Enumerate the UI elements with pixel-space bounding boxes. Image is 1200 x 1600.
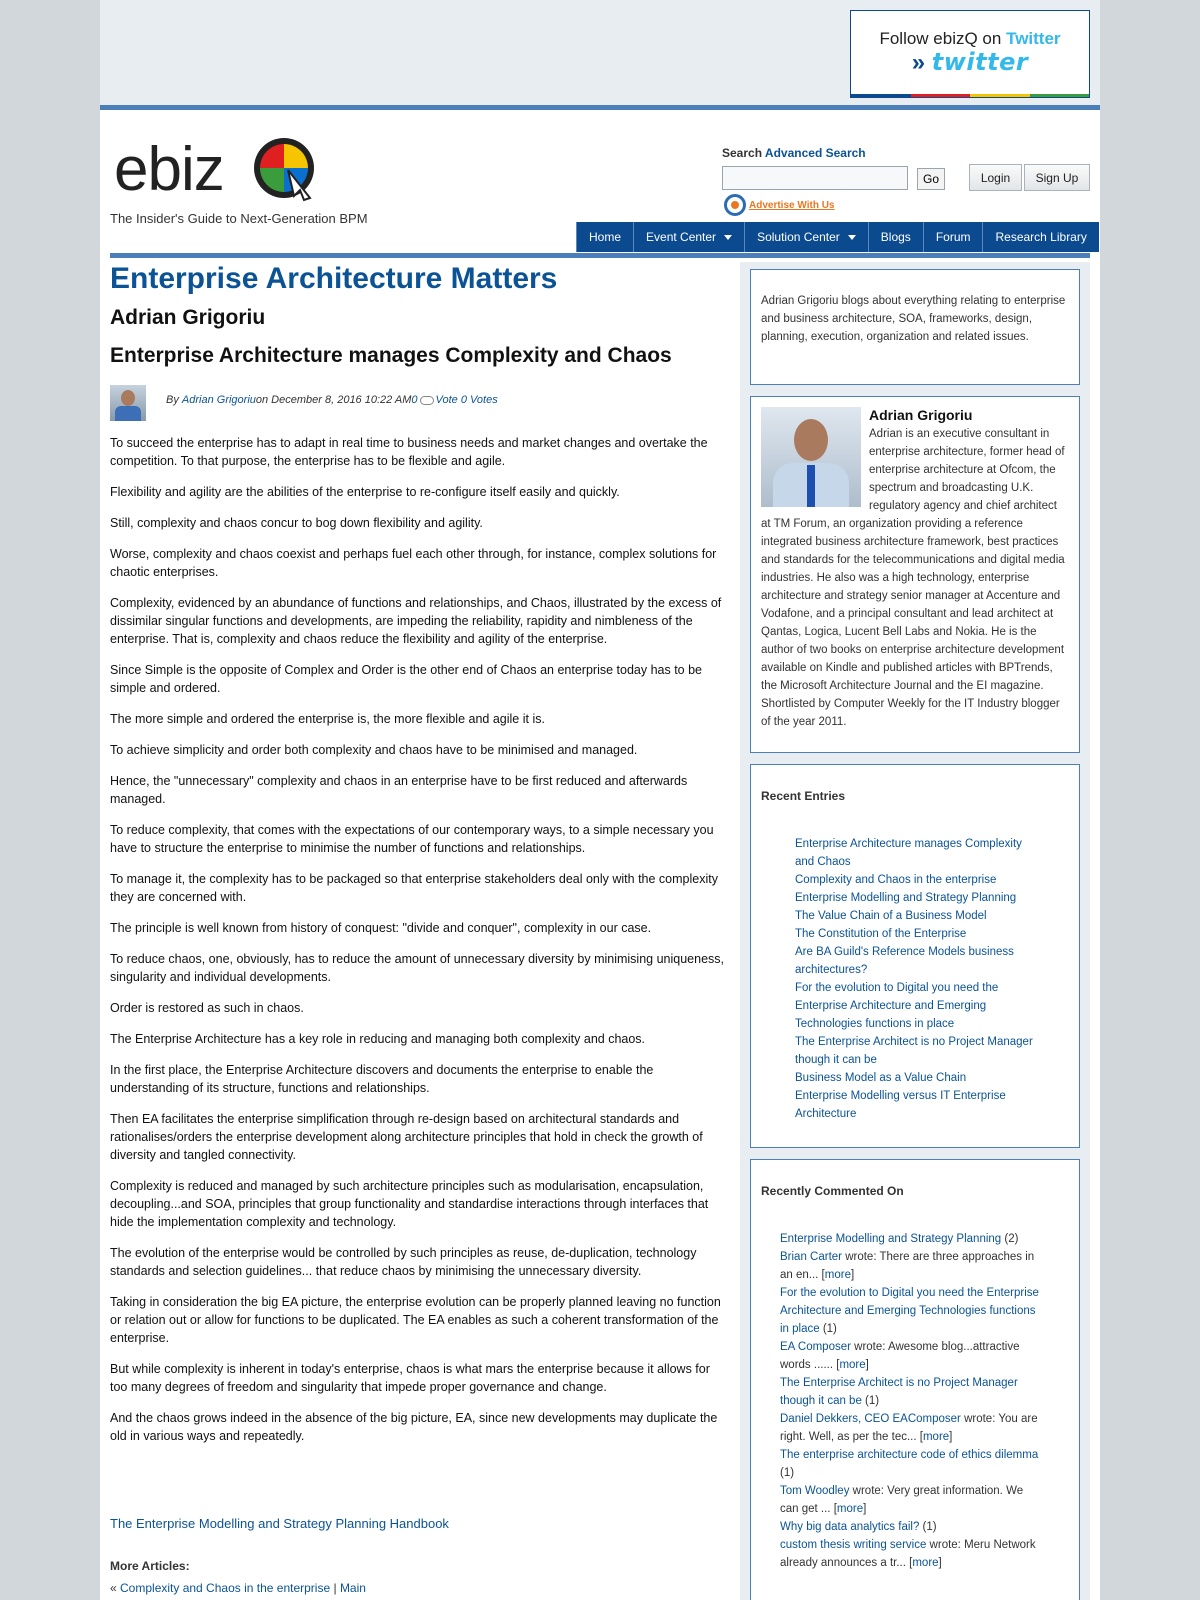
commenter-link[interactable]: Tom Woodley xyxy=(780,1485,850,1497)
bio-name: Adrian Grigoriu xyxy=(869,407,973,423)
recent-entry-link[interactable]: For the evolution to Digital you need the Enterprise Architecture and Emerging Technologies functions in place xyxy=(795,982,999,1030)
bracket: ] xyxy=(863,1503,867,1515)
signup-button[interactable]: Sign Up xyxy=(1024,164,1090,191)
commenter-link[interactable]: Daniel Dekkers, CEO EAComposer xyxy=(780,1413,961,1425)
byline-text xyxy=(166,394,498,406)
list-item xyxy=(795,979,1035,1033)
recent-entry-link[interactable]: The Constitution of the Enterprise xyxy=(795,928,967,940)
list-item xyxy=(780,1410,1042,1446)
list-item xyxy=(780,1536,1042,1572)
recently-commented-box xyxy=(750,1159,1080,1600)
nav-blogs[interactable] xyxy=(868,222,923,252)
list-item xyxy=(780,1374,1042,1410)
comment-count: (1) xyxy=(819,1323,837,1335)
bracket: ] xyxy=(865,1359,869,1371)
paragraph: Still, complexity and chaos concur to bog down flexibility and agility. xyxy=(110,516,483,530)
list-item xyxy=(795,907,1035,925)
list-item xyxy=(795,1033,1035,1069)
nav-solution-center[interactable] xyxy=(744,222,868,252)
sidebar xyxy=(740,262,1090,1600)
comment-count: (1) xyxy=(919,1521,937,1533)
twitter-brand-text: Twitter xyxy=(1006,29,1061,48)
target-icon xyxy=(724,194,746,216)
logo-q-icon xyxy=(252,136,324,208)
main-nav xyxy=(576,222,1099,252)
list-item xyxy=(780,1248,1042,1284)
more-articles-label: More Articles: xyxy=(110,1559,190,1573)
commented-post-link[interactable]: Why big data analytics fail? xyxy=(780,1521,920,1533)
author-avatar[interactable] xyxy=(110,385,146,421)
more-link[interactable]: more xyxy=(839,1359,866,1371)
advertise-link[interactable] xyxy=(724,194,834,216)
list-item xyxy=(795,889,1035,907)
list-item xyxy=(795,871,1035,889)
more-link[interactable]: more xyxy=(824,1269,851,1281)
post-body xyxy=(110,434,730,1458)
commenter-link[interactable]: custom thesis writing service xyxy=(780,1539,927,1551)
paragraph: In the first place, the Enterprise Architecture discovers and documents the enterprise to enable the understanding of its structure, functions and relationships. xyxy=(110,1063,654,1095)
more-link[interactable]: more xyxy=(922,1431,950,1443)
login-button[interactable]: Login xyxy=(969,164,1022,191)
blog-about-box xyxy=(750,269,1080,385)
recently-commented-heading: Recently Commented On xyxy=(761,1184,904,1198)
paragraph: Hence, the "unnecessary" complexity and chaos in an enterprise have to be first reduced and afterwards managed. xyxy=(110,774,688,806)
recent-entry-link[interactable]: Enterprise Architecture manages Complexity and Chaos xyxy=(795,838,1022,868)
comment-excerpt: wrote: Meru Network already announces a tr... [ xyxy=(780,1539,1036,1569)
caret-down-icon xyxy=(848,235,856,240)
commented-post-link[interactable]: The Enterprise Architect is no Project Manager though it can be xyxy=(780,1377,1018,1407)
color-strip xyxy=(851,94,1089,97)
follow-twitter-banner[interactable] xyxy=(850,10,1090,98)
recent-entries-list xyxy=(795,835,1035,1123)
comment-bubble-icon xyxy=(420,396,434,405)
nav-event-center[interactable] xyxy=(633,222,744,252)
nav-research-library-label: Research Library xyxy=(995,230,1087,244)
post-date: on December 8, 2016 10:22 AM xyxy=(255,394,412,406)
paragraph: The more simple and ordered the enterprise is, the more flexible and agile it is. xyxy=(110,712,545,726)
comment-excerpt: wrote: Very great information. We can get ... [ xyxy=(780,1485,1024,1515)
commented-post-link[interactable]: For the evolution to Digital you need the Enterprise Architecture and Emerging Technologies functions in place xyxy=(780,1287,1039,1335)
more-articles-nav xyxy=(110,1581,366,1595)
recent-entry-link[interactable]: Enterprise Modelling versus IT Enterprise Architecture xyxy=(795,1090,1006,1120)
paragraph: To reduce chaos, one, obviously, has to reduce the amount of unnecessary diversity by minimising uniqueness, singularity and individual developments. xyxy=(110,952,724,984)
recent-entry-link[interactable]: Complexity and Chaos in the enterprise xyxy=(795,874,997,886)
recent-entry-link[interactable]: Are BA Guild's Reference Models business architectures? xyxy=(795,946,1014,976)
recent-entry-link[interactable]: Business Model as a Value Chain xyxy=(795,1072,967,1084)
search-go-button[interactable]: Go xyxy=(917,168,945,190)
paragraph: To reduce complexity, that comes with the expectations of our contemporary ways, to a simple necessary you have to structure the enterprise to minimise the number of functions and relationships. xyxy=(110,823,714,855)
commenter-link[interactable]: Brian Carter xyxy=(780,1251,842,1263)
caret-down-icon xyxy=(724,235,732,240)
logo-text: ebiz xyxy=(114,135,224,204)
nav-solution-center-label: Solution Center xyxy=(757,230,840,244)
advanced-search-link[interactable]: Advanced Search xyxy=(764,146,866,160)
by-label: By xyxy=(166,394,179,406)
list-item xyxy=(780,1482,1042,1518)
list-item xyxy=(780,1230,1042,1248)
search-label: Search xyxy=(722,146,763,160)
paragraph: The principle is well known from history of conquest: "divide and conquer", complexity in our case. xyxy=(110,921,652,935)
nav-blogs-label: Blogs xyxy=(880,230,911,244)
twitter-banner-line2 xyxy=(851,49,1089,76)
recently-commented-list xyxy=(780,1230,1042,1572)
vote-label: Vote xyxy=(435,394,461,406)
more-link[interactable]: more xyxy=(836,1503,864,1515)
list-item xyxy=(780,1338,1042,1374)
nav-forum[interactable] xyxy=(923,222,983,252)
author-heading: Adrian Grigoriu xyxy=(110,306,266,329)
paragraph: To achieve simplicity and order both complexity and chaos have to be minimised and managed. xyxy=(110,743,638,757)
nav-event-center-label: Event Center xyxy=(646,230,717,244)
list-item xyxy=(780,1518,1042,1536)
prev-article-link[interactable]: Complexity and Chaos in the enterprise xyxy=(120,1581,331,1595)
recent-entries-heading: Recent Entries xyxy=(761,789,846,803)
nav-forum-label: Forum xyxy=(935,230,971,244)
nav-divider xyxy=(110,253,1090,258)
paragraph: But while complexity is inherent in today's enterprise, chaos is what mars the enterprise because it allows for too many degrees of freedom and singularity that impede proper governance and change. xyxy=(110,1362,710,1394)
paragraph: The Enterprise Architecture has a key role in reducing and managing both complexity and chaos. xyxy=(110,1032,646,1046)
paragraph: The evolution of the enterprise would be controlled by such principles as reuse, de-duplication, technology standards and selection guidelines... that reduce chaos by minimising the unnecessary diversity. xyxy=(110,1246,697,1278)
comment-excerpt: wrote: There are three approaches in an en... [ xyxy=(780,1251,1035,1281)
paragraph: And the chaos grows indeed in the absence of the big picture, EA, since new developments may duplicate the old in various ways and repeatedly. xyxy=(110,1411,718,1443)
paragraph: Taking in consideration the big EA picture, the enterprise evolution can be properly planned leaving no function or relation out or allow for functions to be duplicated. The EA enables as such a coherent transformation of the enterprise. xyxy=(110,1295,721,1345)
page xyxy=(100,0,1100,1600)
list-item xyxy=(795,1087,1035,1123)
paragraph: Order is restored as such in chaos. xyxy=(110,1001,304,1015)
list-item xyxy=(795,943,1035,979)
vote-link[interactable] xyxy=(436,394,498,406)
bracket: ] xyxy=(938,1557,942,1569)
list-item xyxy=(795,1069,1035,1087)
twitter-logo: twitter xyxy=(931,48,1029,76)
twitter-follow-text: Follow ebizQ on xyxy=(879,29,1007,48)
nav-home[interactable] xyxy=(576,222,633,252)
nav-home-label: Home xyxy=(589,230,622,244)
commenter-link[interactable]: EA Composer xyxy=(780,1341,851,1353)
paragraph: To succeed the enterprise has to adapt in real time to business needs and market changes and overtake the competition. To that purpose, the enterprise has to be flexible and agile. xyxy=(110,436,708,468)
bracket: ] xyxy=(949,1431,953,1443)
nav-separator: | xyxy=(330,1581,340,1595)
paragraph: Worse, complexity and chaos coexist and perhaps fuel each other through, for instance, complex solutions for chaotic enterprises. xyxy=(110,547,717,579)
more-link[interactable]: more xyxy=(912,1557,939,1569)
prev-marker: « xyxy=(110,1581,121,1595)
recent-entries-box xyxy=(750,764,1080,1148)
comment-excerpt: wrote: Awesome blog...attractive words ...... [ xyxy=(780,1341,1020,1371)
byline xyxy=(110,385,730,421)
comment-count-link[interactable]: 0 xyxy=(411,394,418,406)
nav-research-library[interactable] xyxy=(982,222,1098,252)
search-area xyxy=(722,146,962,186)
bracket: ] xyxy=(850,1269,855,1281)
top-banner xyxy=(100,0,1100,110)
comment-count: (1) xyxy=(861,1395,880,1407)
comment-excerpt: wrote: You are right. Well, as per the tec... [ xyxy=(780,1413,1038,1443)
comment-count: (2) xyxy=(1001,1233,1019,1245)
bio-text: Adrian is an executive consultant in enterprise architecture, former head of enterprise architecture at Ofcom, the spectrum and broadcasting U.K. regulatory agency and chief architect at TM Forum, an organization providing a reference integrated business architecture framework, best practices and standards for the telecommunications and digital media industries. He also was a high technology, enterprise architecture and strategy senior manager at Accenture and Vodafone, and a principal consultant and lead architect at Qantas, Logica, Lucent Bell Labs and Nokia. He is the author of two books on enterprise architecture development available on Kindle and published articles with BPTrends, the Microsoft Architecture Journal and the EI magazine. Shortlisted by Computer Weekly for the IT Industry blogger of the year 2011. xyxy=(761,428,1065,728)
paragraph: Flexibility and agility are the abilities of the enterprise to re-configure itself easily and quickly. xyxy=(110,485,620,499)
handbook-link[interactable]: The Enterprise Modelling and Strategy Planning Handbook xyxy=(110,1516,449,1531)
blog-title: Enterprise Architecture Matters xyxy=(110,262,558,295)
twitter-banner-line1 xyxy=(851,29,1089,49)
vote-count: 0 Votes xyxy=(460,394,498,406)
recent-entry-link[interactable]: The Value Chain of a Business Model xyxy=(795,910,987,922)
paragraph: To manage it, the complexity has to be packaged so that enterprise stakeholders deal only with the complexity they are concerned with. xyxy=(110,872,718,904)
paragraph: Complexity, evidenced by an abundance of functions and relationships, and Chaos, illustrated by the excess of dissimilar singular functions and developments, are impeding the reliability, rapidity and nimbleness of the enterprise. That is, complexity and chaos reduce the flexibility and agility of the enterprise. xyxy=(110,596,722,646)
twitter-arrow-text: » xyxy=(911,49,932,76)
list-item xyxy=(780,1284,1042,1338)
ebizq-logo[interactable] xyxy=(114,130,324,210)
comment-count: (1) xyxy=(780,1467,795,1479)
paragraph: Complexity is reduced and managed by such architecture principles such as modularisation, encapsulation, decoupling...and SOA, principles that group functionality and standardise interactions through interfaces that hide the implementation complexity and technology. xyxy=(110,1179,709,1229)
tagline: The Insider's Guide to Next-Generation BPM xyxy=(110,211,368,226)
blog-about-text: Adrian Grigoriu blogs about everything relating to enterprise and business architecture, SOA, frameworks, design, planning, execution, organization and related issues. xyxy=(761,295,1066,343)
author-photo xyxy=(761,407,861,507)
recent-entry-link[interactable]: Enterprise Modelling and Strategy Planning xyxy=(795,892,1017,904)
search-input[interactable] xyxy=(722,166,908,190)
search-heading xyxy=(722,146,962,160)
list-item xyxy=(795,835,1035,871)
advertise-label: Advertise With Us xyxy=(749,199,835,211)
list-item xyxy=(795,925,1035,943)
commented-post-link[interactable]: The enterprise architecture code of ethics dilemma xyxy=(780,1449,1039,1461)
commented-post-link[interactable]: Enterprise Modelling and Strategy Planning xyxy=(780,1233,1002,1245)
recent-entry-link[interactable]: The Enterprise Architect is no Project Manager though it can be xyxy=(795,1036,1033,1066)
post-title: Enterprise Architecture manages Complexity and Chaos xyxy=(110,344,672,367)
paragraph: Then EA facilitates the enterprise simplification through re-design based on architectural standards and rationalises/orders the enterprise development along architecture principles that hold in check the growth of diversity and tangled connectivity. xyxy=(110,1112,703,1162)
author-bio-box xyxy=(750,396,1080,753)
paragraph: Since Simple is the opposite of Complex and Order is the other end of Chaos an enterprise today has to be simple and ordered. xyxy=(110,663,703,695)
main-link[interactable]: Main xyxy=(339,1581,366,1595)
byline-author-link[interactable]: Adrian Grigoriu xyxy=(181,394,256,406)
main-content xyxy=(110,260,730,1595)
list-item xyxy=(780,1446,1042,1482)
